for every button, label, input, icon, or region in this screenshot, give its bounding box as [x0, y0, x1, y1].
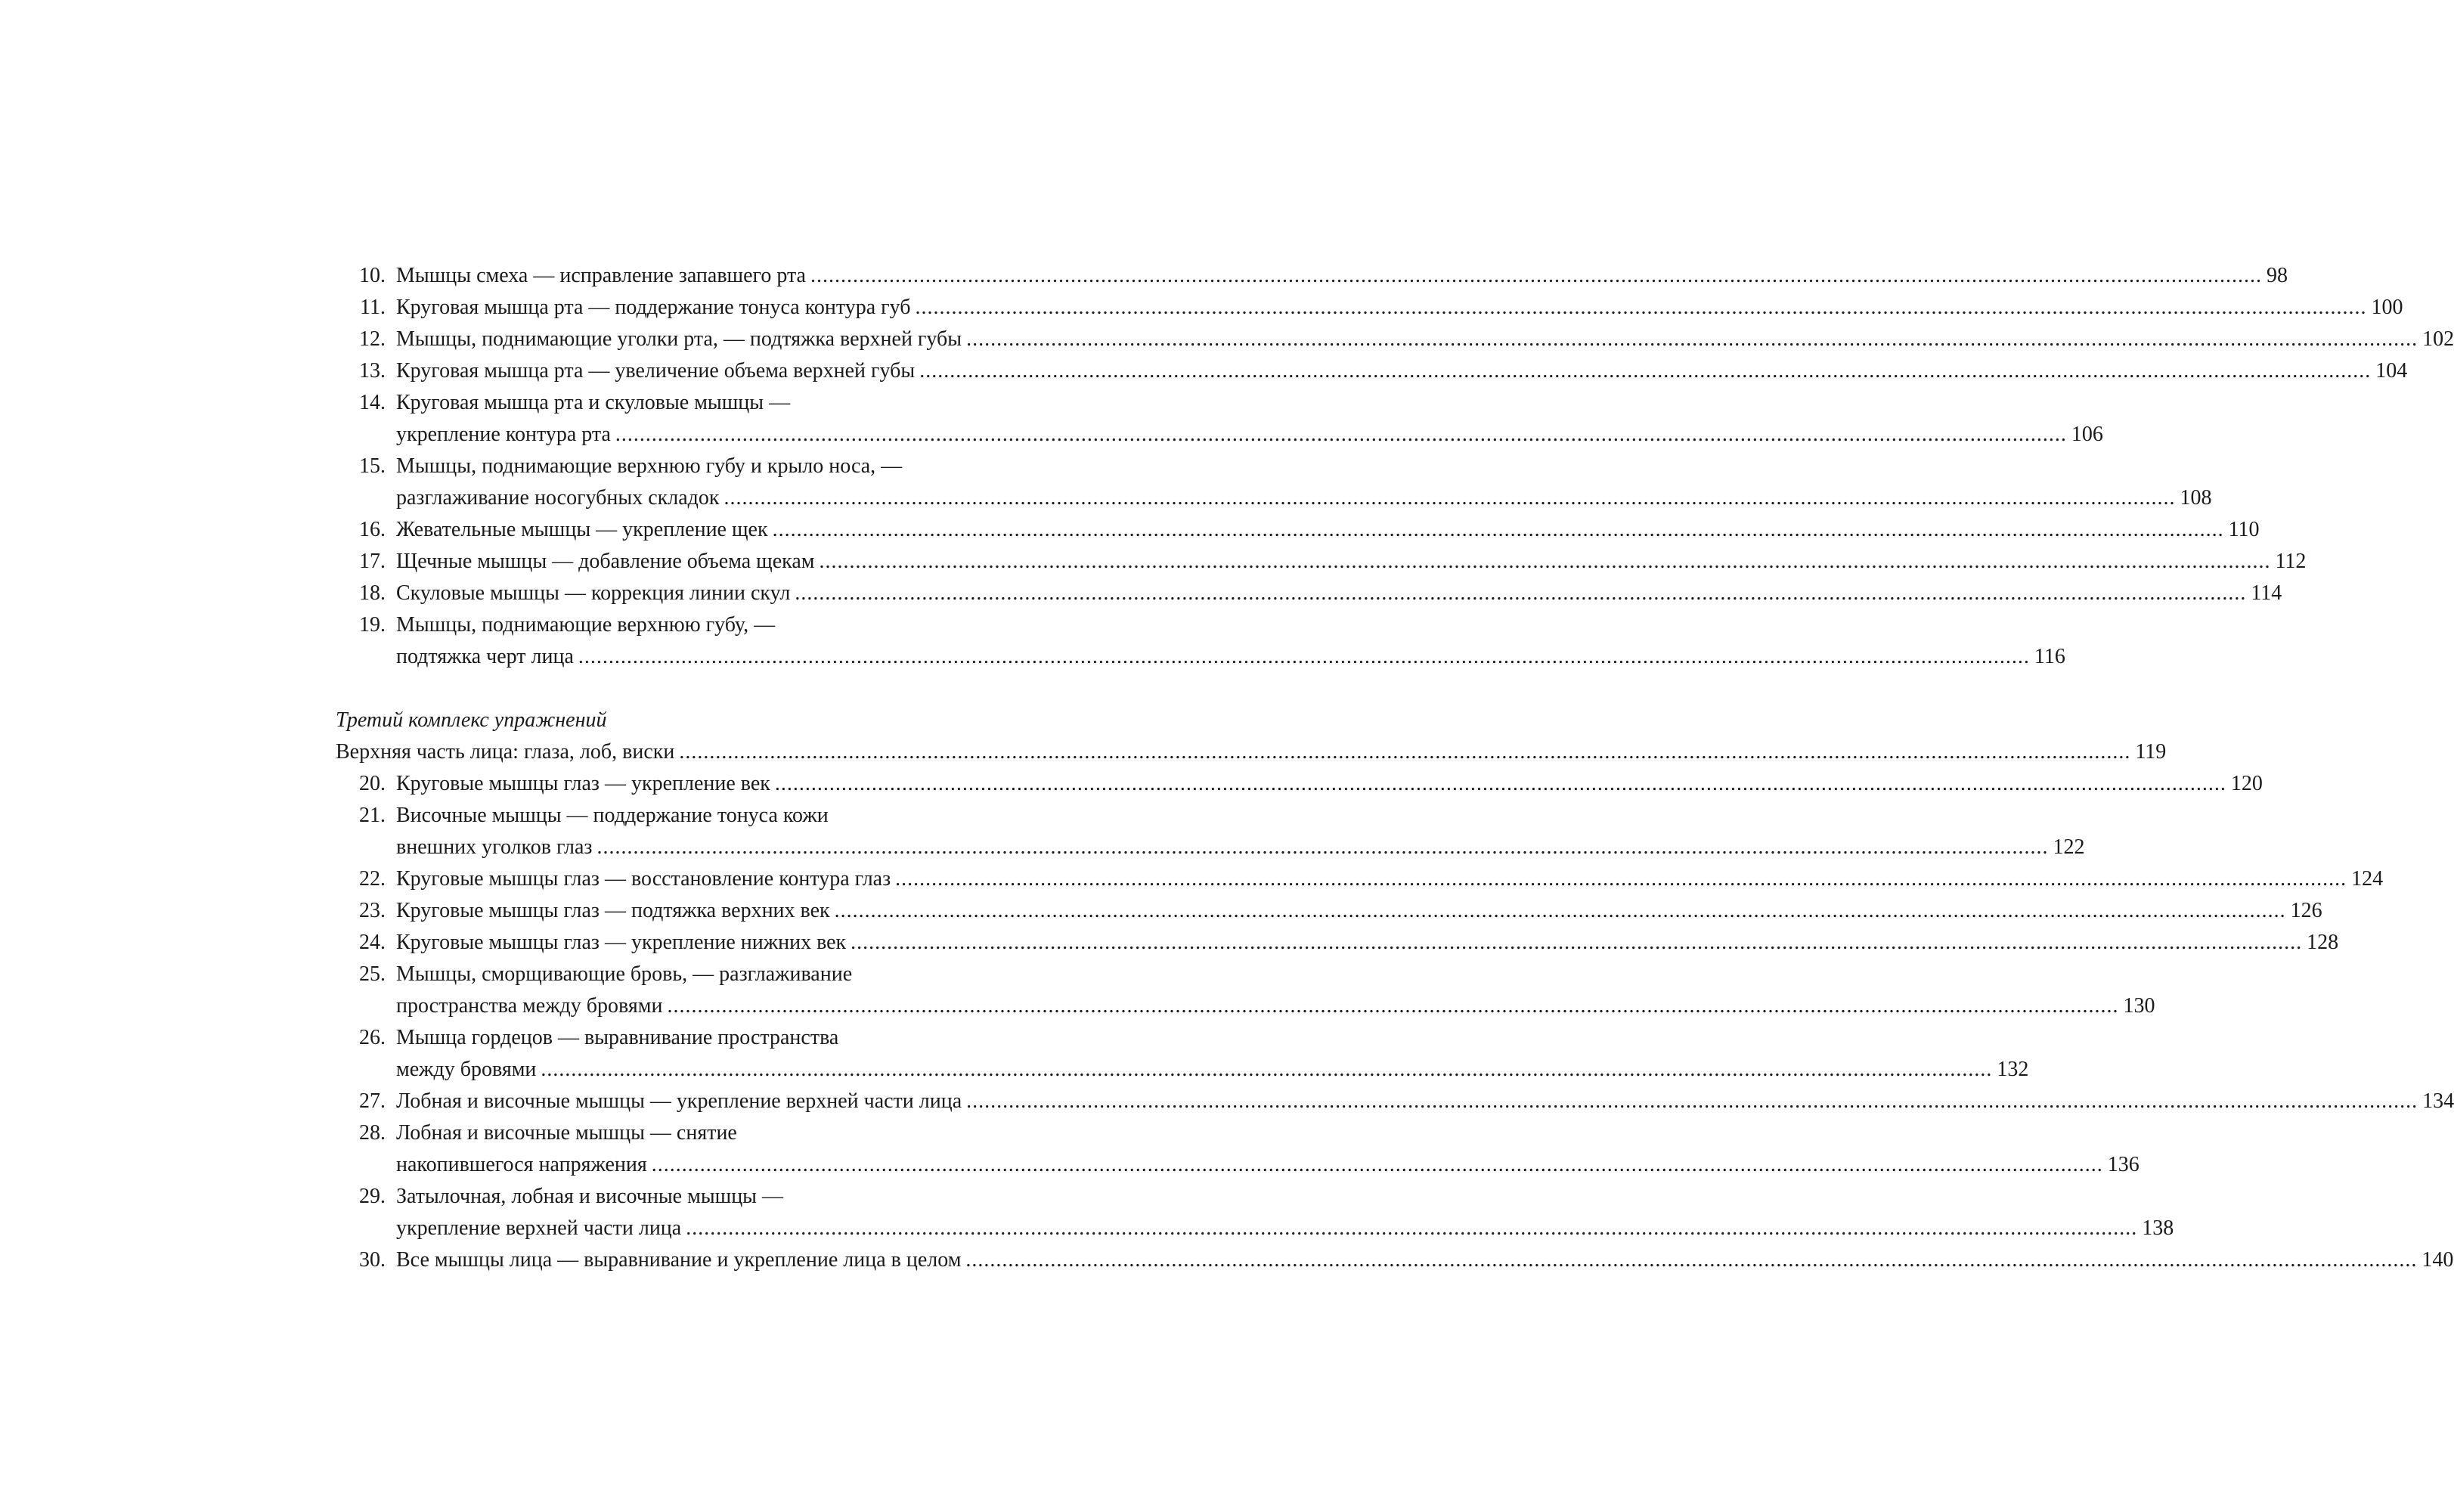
- entry-title: Круговые мышцы глаз — укрепление век: [396, 772, 770, 795]
- page-number: 102: [2422, 327, 2454, 351]
- dot-leader: [541, 1054, 1992, 1086]
- entry-number: 29.: [359, 1185, 386, 1208]
- page-number: 136: [2107, 1153, 2140, 1176]
- dot-leader: [919, 355, 2371, 387]
- entry-number: 23.: [359, 899, 386, 922]
- toc-entry-line[interactable]: [336, 355, 2408, 387]
- entry-number: 17.: [359, 550, 386, 573]
- entry-number: 27.: [359, 1089, 386, 1113]
- toc-entry-line[interactable]: [336, 578, 2282, 609]
- toc-entry-line[interactable]: [336, 768, 2263, 800]
- entry-number: 18.: [359, 581, 386, 605]
- entry-title: Мышцы, поднимающие верхнюю губу и крыло носа, —: [396, 454, 903, 478]
- entry-number: 10.: [359, 264, 386, 287]
- dot-leader: [667, 990, 2118, 1022]
- toc-entry-line[interactable]: [336, 260, 2288, 292]
- dot-leader: [851, 927, 2302, 959]
- entry-title: Затылочная, лобная и височные мышцы —: [396, 1185, 783, 1208]
- dot-leader: [966, 1086, 2418, 1117]
- entry-title: Щечные мышцы — добавление объема щекам: [396, 550, 815, 573]
- dot-leader: [835, 895, 2286, 927]
- entry-number: 12.: [359, 327, 386, 351]
- page-number: 134: [2422, 1089, 2454, 1113]
- entry-title: Мышцы, поднимающие уголки рта, — подтяжка верхней губы: [396, 327, 962, 351]
- dot-leader: [679, 736, 2130, 768]
- entry-title: Круговые мышцы глаз — восстановление контура глаз: [396, 867, 891, 891]
- dot-leader: [773, 514, 2224, 546]
- toc-entry-line[interactable]: [336, 959, 1122, 990]
- entry-number: 28.: [359, 1121, 386, 1145]
- entry-title: Круговые мышцы глаз — подтяжка верхних век: [396, 899, 830, 922]
- dot-leader: [916, 292, 2367, 324]
- entry-title: подтяжка черт лица: [396, 645, 574, 668]
- entry-title: Мышцы, поднимающие верхнюю губу, —: [396, 613, 776, 637]
- dot-leader: [724, 482, 2176, 514]
- toc-entry-line[interactable]: [336, 895, 2322, 927]
- entry-title: укрепление контура рта: [396, 423, 611, 446]
- toc-entry-line[interactable]: [336, 1244, 2454, 1276]
- toc-entry-line[interactable]: [336, 800, 1122, 832]
- dot-leader: [895, 863, 2347, 895]
- dot-leader: [965, 1244, 2417, 1276]
- dot-leader: [686, 1213, 2137, 1244]
- page-number: 126: [2290, 899, 2322, 922]
- page-number: 112: [2275, 550, 2307, 573]
- toc-entry-line[interactable]: [336, 546, 2307, 578]
- entry-title: между бровями: [396, 1058, 537, 1081]
- page-number: 108: [2180, 486, 2212, 510]
- entry-number: 24.: [359, 931, 386, 954]
- dot-leader: [795, 578, 2246, 609]
- toc-entry-line[interactable]: [336, 419, 2103, 451]
- section-spacer: [336, 673, 1122, 705]
- toc-entry-line[interactable]: [336, 863, 2384, 895]
- page-number: 100: [2371, 296, 2403, 319]
- entry-number: 30.: [359, 1248, 386, 1272]
- toc-entry-line[interactable]: [336, 1054, 2029, 1086]
- page-number: 140: [2421, 1248, 2454, 1272]
- entry-title: Круговые мышцы глаз — укрепление нижних век: [396, 931, 847, 954]
- dot-leader: [578, 641, 2030, 673]
- entry-title: Височные мышцы — поддержание тонуса кожи: [396, 804, 829, 827]
- section-heading-entry[interactable]: [336, 736, 2167, 768]
- toc-group-exercises-20-30: [336, 768, 2454, 1276]
- page-number: 98: [2266, 264, 2288, 287]
- page-number: 128: [2307, 931, 2339, 954]
- entry-number: 25.: [359, 962, 386, 986]
- dot-leader: [652, 1149, 2103, 1181]
- page-number: 110: [2228, 518, 2260, 541]
- dot-leader: [819, 546, 2270, 578]
- toc-entry-line[interactable]: [336, 832, 2085, 863]
- entry-number: 13.: [359, 359, 386, 383]
- page-number: 132: [1997, 1058, 2029, 1081]
- entry-title: накопившегося напряжения: [396, 1153, 647, 1176]
- entry-number: 20.: [359, 772, 386, 795]
- toc-entry-line[interactable]: [336, 1117, 1122, 1149]
- toc-entry-line[interactable]: [336, 292, 2403, 324]
- entry-number: 16.: [359, 518, 386, 541]
- page-number: 106: [2071, 423, 2103, 446]
- entry-number: 26.: [359, 1026, 386, 1049]
- toc-group-exercises-10-19: [336, 260, 2454, 673]
- entry-number: 11.: [360, 296, 386, 319]
- toc-entry-line[interactable]: [336, 1086, 2454, 1117]
- page-number: 120: [2230, 772, 2263, 795]
- entry-title: Жевательные мышцы — укрепление щек: [396, 518, 768, 541]
- toc-entry-line[interactable]: [336, 451, 1122, 482]
- entry-title: пространства между бровями: [396, 994, 663, 1018]
- entry-title: укрепление верхней части лица: [396, 1216, 682, 1240]
- dot-leader: [775, 768, 2226, 800]
- entry-title: Мышца гордецов — выравнивание пространства: [396, 1026, 839, 1049]
- section-title: Третий комплекс упражнений: [336, 708, 607, 732]
- entry-title: Круговая мышца рта и скуловые мышцы —: [396, 391, 791, 414]
- toc-entry-line[interactable]: [336, 641, 2065, 673]
- entry-number: 15.: [359, 454, 386, 478]
- toc-entry-line[interactable]: [336, 609, 1122, 641]
- dot-leader: [596, 832, 2048, 863]
- entry-title: Мышцы, сморщивающие бровь, — разглаживание: [396, 962, 853, 986]
- page-number: 124: [2351, 867, 2384, 891]
- page-number: 122: [2053, 835, 2085, 859]
- entry-title: Круговая мышца рта — поддержание тонуса контура губ: [396, 296, 911, 319]
- entry-title: разглаживание носогубных складок: [396, 486, 720, 510]
- entry-title: Лобная и височные мышцы — снятие: [396, 1121, 737, 1145]
- entry-title: Круговая мышца рта — увеличение объема верхней губы: [396, 359, 916, 383]
- page-number: 116: [2034, 645, 2065, 668]
- toc-entry-line[interactable]: [336, 1149, 2140, 1181]
- toc-entry-line[interactable]: [336, 1213, 2174, 1244]
- dot-leader: [810, 260, 2262, 292]
- page-number: 104: [2375, 359, 2408, 383]
- entry-number: 21.: [359, 804, 386, 827]
- dot-leader: [615, 419, 2067, 451]
- toc-entry-line[interactable]: [336, 482, 2212, 514]
- toc-entry-line[interactable]: [336, 927, 2339, 959]
- page-number: 119: [2135, 740, 2167, 764]
- entry-title: Скуловые мышцы — коррекция линии скул: [396, 581, 791, 605]
- page-number: 138: [2142, 1216, 2174, 1240]
- toc-entry-line[interactable]: [336, 324, 2454, 355]
- entry-number: 14.: [359, 391, 386, 414]
- dot-leader: [966, 324, 2418, 355]
- toc-entry-line[interactable]: [336, 387, 1122, 419]
- entry-title: внешних уголков глаз: [396, 835, 593, 859]
- toc-entry-line[interactable]: [336, 990, 2155, 1022]
- entry-title: Лобная и височные мышцы — укрепление верхней части лица: [396, 1089, 962, 1113]
- section-heading-text: Верхняя часть лица: глаза, лоб, виски: [336, 740, 675, 764]
- entry-title: Мышцы смеха — исправление запавшего рта: [396, 264, 806, 287]
- toc-entry-line[interactable]: [336, 514, 2260, 546]
- entry-title: Все мышцы лица — выравнивание и укрепление лица в целом: [396, 1248, 962, 1272]
- entry-number: 22.: [359, 867, 386, 891]
- page-number: 130: [2123, 994, 2155, 1018]
- table-of-contents: [336, 260, 2454, 1276]
- toc-entry-line[interactable]: [336, 1022, 1122, 1054]
- entry-number: 19.: [359, 613, 386, 637]
- toc-entry-line[interactable]: [336, 1181, 1122, 1213]
- page-number: 114: [2251, 581, 2282, 605]
